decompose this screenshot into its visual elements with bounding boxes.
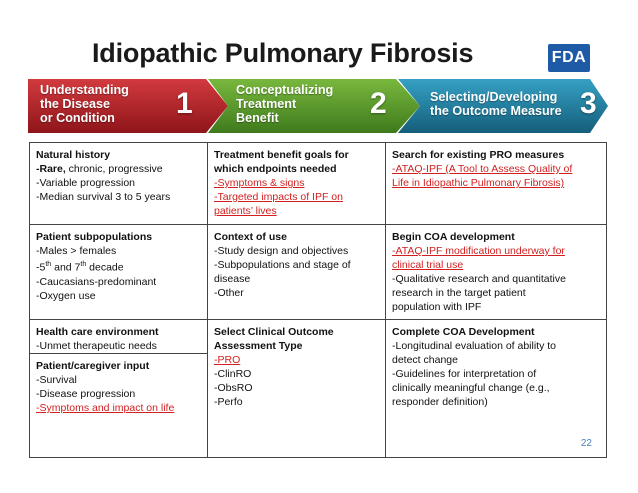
- step-2-line-1: Conceptualizing: [236, 83, 334, 97]
- red-link[interactable]: -Targeted impacts of IPF on: [214, 191, 343, 203]
- step-3-label: [430, 90, 562, 118]
- red-link[interactable]: patients’ lives: [214, 205, 277, 217]
- cell-patient-caregiver-input: [30, 354, 207, 418]
- cell-header: Assessment Type: [214, 340, 303, 352]
- cell-complete-coa-development: [386, 320, 606, 457]
- red-link[interactable]: Life in Idiopathic Pulmonary Fibrosis): [392, 177, 565, 189]
- cell-header: which endpoints needed: [214, 163, 337, 175]
- step-3-line-1: Selecting/Developing: [430, 90, 558, 104]
- cell-line: [36, 162, 201, 176]
- cell-context-of-use: [208, 225, 386, 320]
- cell-header: Treatment benefit goals for: [214, 149, 349, 161]
- cell-line: -Males > females: [36, 245, 117, 257]
- step-2-number: 2: [370, 87, 387, 120]
- step-2-line-3: Benefit: [236, 111, 279, 125]
- cell-text: chronic, progressive: [65, 163, 163, 175]
- cell-line: -Caucasians-predominant: [36, 275, 157, 288]
- red-link[interactable]: -ATAQ-IPF (A Tool to Assess Quality of: [392, 163, 573, 175]
- red-link[interactable]: -ATAQ-IPF modification underway for: [392, 245, 565, 257]
- cell-line: -Longitudinal evaluation of ability to: [392, 340, 557, 352]
- cell-treatment-benefit-goals: [208, 143, 386, 225]
- cell-header: Natural history: [36, 149, 111, 161]
- cell-line: -Other: [214, 287, 244, 299]
- cell-begin-coa-development: [386, 225, 606, 320]
- cell-health-care-and-patient-input: [30, 320, 208, 457]
- cell-text: -5: [36, 261, 46, 274]
- cell-line: -ClinRO: [214, 368, 252, 380]
- red-link[interactable]: -Symptoms and impact on life: [36, 402, 175, 414]
- cell-header: Search for existing PRO measures: [392, 149, 565, 161]
- cell-header: Context of use: [214, 231, 287, 243]
- cell-line: research in the target patient: [392, 287, 526, 299]
- step-2-label: [236, 83, 333, 125]
- cell-text: decade: [86, 261, 124, 274]
- cell-line: -ObsRO: [214, 382, 253, 394]
- page-number: 22: [580, 438, 592, 449]
- step-2-line-2: Treatment: [236, 97, 297, 111]
- cell-natural-history: [30, 143, 208, 225]
- cell-text: and 7: [51, 261, 81, 274]
- cell-line: -Median survival 3 to 5 years: [36, 191, 171, 203]
- cell-line: -Oxygen use: [36, 289, 96, 302]
- cell-header: Select Clinical Outcome: [214, 326, 334, 338]
- cell-line: responder definition): [392, 396, 488, 408]
- cell-line: detect change: [392, 354, 458, 366]
- cell-line: population with IPF: [392, 301, 482, 313]
- red-link[interactable]: -PRO: [214, 354, 241, 366]
- cell-header: Complete COA Development: [392, 326, 535, 338]
- cell-search-pro-measures: [386, 143, 606, 225]
- cell-patient-subpopulations: [30, 225, 208, 320]
- cell-line: -Variable progression: [36, 177, 136, 189]
- step-1-line-1: Understanding: [40, 83, 129, 97]
- step-1-line-2: the Disease: [40, 97, 111, 111]
- cell-line: -Perfo: [214, 396, 243, 408]
- step-1-number: 1: [176, 87, 193, 120]
- step-3-number: 3: [580, 87, 597, 120]
- slide-title: Idiopathic Pulmonary Fibrosis: [92, 38, 474, 68]
- cell-line: -Unmet therapeutic needs: [36, 340, 157, 352]
- fda-logo: FDA: [548, 44, 590, 72]
- cell-line: -Guidelines for interpretation of: [392, 368, 537, 380]
- cell-header: Patient/caregiver input: [36, 360, 150, 372]
- superscript: th: [45, 261, 52, 268]
- step-3-line-2: the Outcome Measure: [430, 104, 562, 118]
- red-link[interactable]: -Symptoms & signs: [214, 177, 305, 189]
- bold-text: -Rare,: [36, 163, 66, 175]
- cell-health-care-environment: [30, 320, 207, 354]
- step-1-line-3: or Condition: [40, 111, 115, 125]
- content-table: [29, 142, 607, 458]
- cell-line: clinically meaningful change (e.g.,: [392, 382, 550, 394]
- cell-header: Health care environment: [36, 326, 159, 338]
- cell-line: -Subpopulations and stage of: [214, 259, 351, 271]
- cell-select-coa-type: [208, 320, 386, 457]
- cell-line: -Disease progression: [36, 388, 136, 400]
- cell-line: -Survival: [36, 374, 77, 386]
- cell-header: Begin COA development: [392, 231, 515, 243]
- red-link[interactable]: clinical trial use: [392, 259, 464, 271]
- cell-line: disease: [214, 273, 251, 285]
- cell-line: -Study design and objectives: [214, 245, 349, 257]
- cell-line: [36, 258, 201, 275]
- cell-header: Patient subpopulations: [36, 231, 153, 243]
- cell-line: -Qualitative research and quantitative: [392, 273, 566, 285]
- process-banner: [28, 77, 608, 135]
- step-1-label: [40, 83, 129, 125]
- superscript: th: [80, 261, 87, 268]
